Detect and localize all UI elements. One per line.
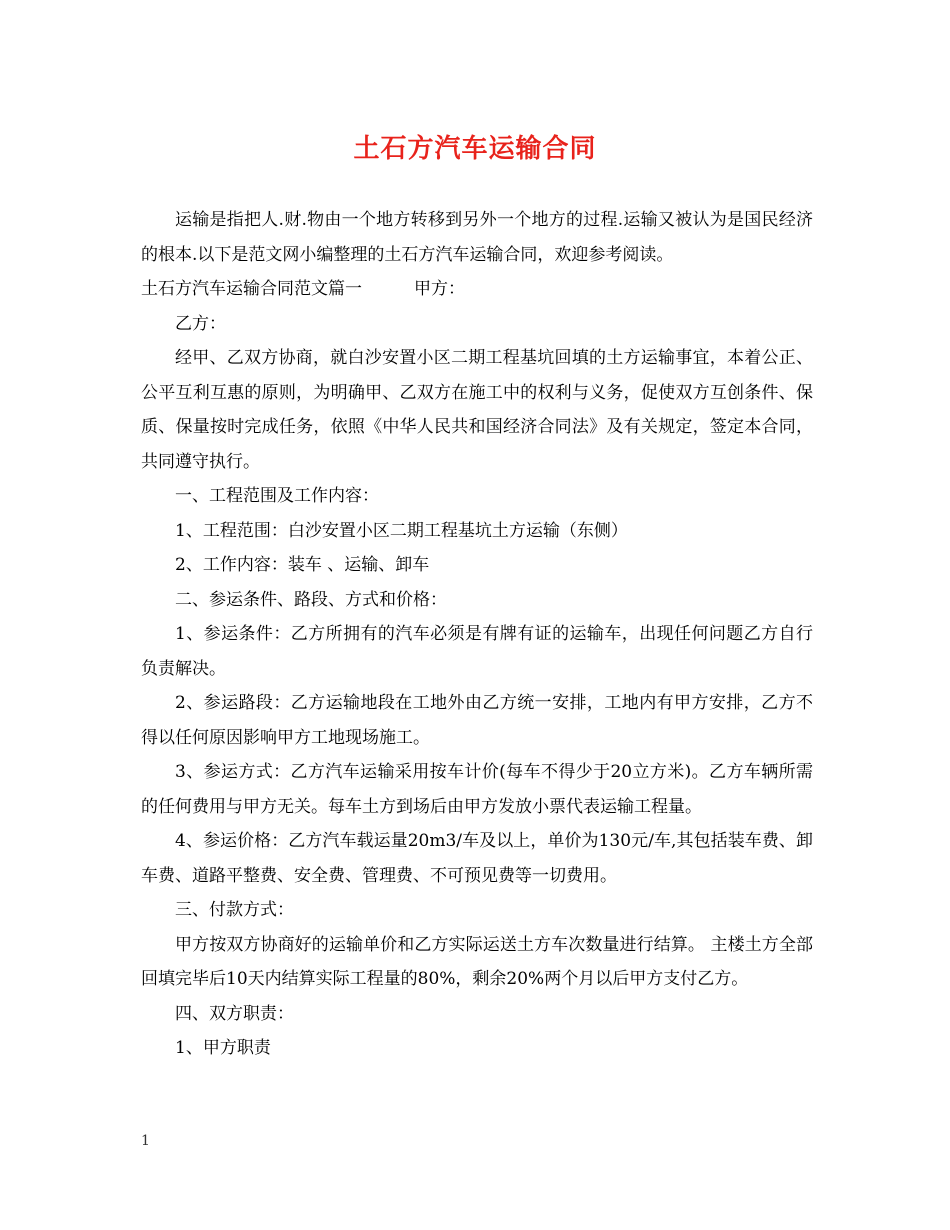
paragraph-party-a-duty: 1、甲方职责 <box>175 1038 271 1058</box>
paragraph-subheading <box>141 272 813 307</box>
paragraph-payment: 甲方按双方协商好的运输单价和乙方实际运送土方车次数量进行结算。 主楼土方全部回填完毕后10天内结算实际工程量的80%，剩余20%两个月以后甲方支付乙方。 <box>141 934 813 989</box>
section-heading-2: 二、参运条件、路段、方式和价格： <box>175 589 447 610</box>
page-number: 1 <box>141 1133 150 1149</box>
document-title: 土石方汽车运输合同 <box>353 134 597 164</box>
subheading-right: 甲方： <box>414 279 465 299</box>
paragraph-preamble: 经甲、乙双方协商，就白沙安置小区二期工程基坑回填的土方运输事宜，本着公正、公平互利互惠的原则，为明确甲、乙双方在施工中的权利与义务，促使双方互创条件、保质、保量按时完成任务，依照《中华人民共和国经济合同法》及有关规定，签定本合同，共同遵守执行。 <box>141 348 813 472</box>
paragraph-method: 3、参运方式：乙方汽车运输采用按车计价(每车不得少于20立方米)。乙方车辆所需的任何费用与甲方无关。每车土方到场后由甲方发放小票代表运输工程量。 <box>141 762 813 817</box>
paragraph-route: 2、参运路段：乙方运输地段在工地外由乙方统一安排，工地内有甲方安排，乙方不得以任何原因影响甲方工地现场施工。 <box>141 693 813 748</box>
section-heading-3: 三、付款方式： <box>175 900 294 920</box>
subheading-left: 土石方汽车运输合同范文篇一 <box>141 279 362 299</box>
paragraph-intro: 运输是指把人.财.物由一个地方转移到另外一个地方的过程.运输又被认为是国民经济的根本.以下是范文网小编整理的土石方汽车运输合同，欢迎参考阅读。 <box>141 210 813 265</box>
section-heading-4: 四、双方职责： <box>175 1003 294 1024</box>
paragraph-party-b: 乙方： <box>175 313 226 334</box>
paragraph-scope: 1、工程范围：白沙安置小区二期工程基坑土方运输（东侧） <box>175 520 628 541</box>
paragraph-price: 4、参运价格：乙方汽车载运量20m3/车及以上，单价为130元/车,其包括装车费、卸车费、道路平整费、安全费、管理费、不可预见费等一切费用。 <box>141 831 813 886</box>
section-heading-1: 一、工程范围及工作内容： <box>175 486 379 506</box>
paragraph-conditions: 1、参运条件：乙方所拥有的汽车必须是有牌有证的运输车，出现任何问题乙方自行负责解决。 <box>141 624 813 679</box>
paragraph-work-content: 2、工作内容：装车 、运输、卸车 <box>175 555 430 575</box>
document-body <box>141 203 813 1066</box>
